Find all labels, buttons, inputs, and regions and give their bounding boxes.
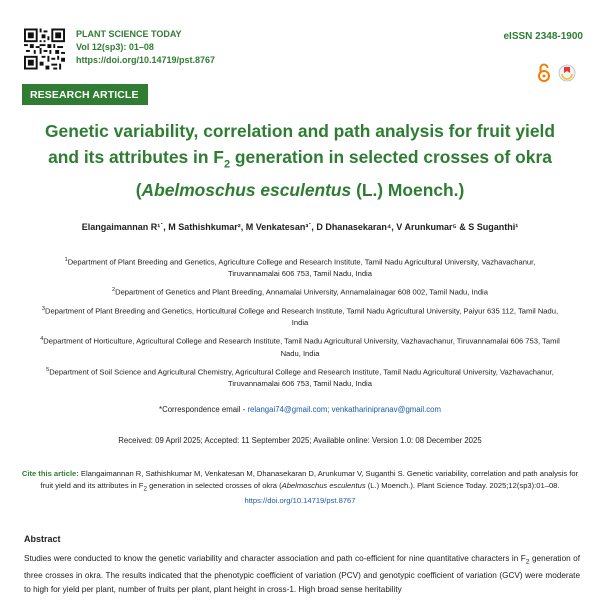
article-type-badge: RESEARCH ARTICLE: [22, 84, 148, 105]
crossmark-icon[interactable]: [559, 65, 575, 81]
article-title: [20, 118, 580, 203]
citation-label: Cite this article:: [21, 469, 81, 478]
affiliation-4: $^4$Department of Horticulture, Agricultural College and Research Institute, Tamil Nadu Agricultural University, Vazhavachanur, Tiruvannamalai 606 753, Tamil Nadu, India: [40, 336, 560, 358]
title-line-3: (Abelmoschus esculentus (L.) Moench.): [135, 180, 465, 201]
correspondence: [20, 405, 580, 414]
species-name: Abelmoschus esculentus: [141, 180, 352, 201]
affiliation-5: $^5$Department of Soil Science and Agricultural Chemistry, Agricultural College and Research Institute, Tamil Nadu Agricultural University, Vazhavachanur, Tiruvannamalai 606 753, Tamil Nadu, India: [46, 366, 554, 388]
abstract-text: Studies were conducted to know the genetic variability and character association and path co-efficient for nine quantitative characters in $F_2$ generation of three crosses in okra. The results indicated that the phenotypic coefficient of variation (PCV) and genotypic coefficient of variation (GCV) were moderate to high for yield per plant, number of fruits per plant, plant height in cross-1. High broad sense heritability: [24, 554, 580, 594]
title-line-2: and its attributes in $F_2$ generation in selected crosses of okra: [48, 147, 552, 171]
abstract-heading: Abstract: [24, 534, 61, 544]
author-list: Elangaimannan R¹˙, M Sathishkumar², M Venkatesan³˙, D Dhanasekaran⁴, V Arunkumar⁵ & S Suganthi¹: [81, 222, 519, 232]
qr-code-icon: [24, 27, 65, 71]
journal-doi-link[interactable]: https://doi.org/10.14719/pst.8767: [76, 55, 216, 65]
affiliation-1: $^1$Department of Plant Breeding and Genetics, Agriculture College and Research Institute, Tamil Nadu Agricultural University, Vazhavachanur, Tiruvannamalai 606 753, Tamil Nadu, India: [64, 257, 536, 279]
journal-header: [76, 28, 215, 67]
eissn: eISSN 2348-1900: [503, 31, 583, 42]
article-dates: Received: 09 April 2025; Accepted: 11 September 2025; Available online: Version 1.0: 08 December 2025: [118, 436, 482, 445]
citation-doi-link[interactable]: https://doi.org/10.14719/pst.8767: [244, 495, 356, 505]
header-icons: [522, 62, 580, 84]
citation: Cite this article: Elangaimannan R, Sathishkumar M, Venkatesan M, Dhanasekaran D, Arunkumar V, Suganthi S. Genetic variability, correlation and path analysis for fruit yield and its attributes in $F_2$ generation in selected crosses of okra (Abelmoschus esculentus (L.) Moench.). Plant Science Today. 2025;12(sp3):01–08. https://doi.org/10.14719/pst.8767: [21, 469, 579, 505]
affiliations: [40, 255, 560, 395]
title-line-1: Genetic variability, correlation and path analysis for fruit yield: [45, 121, 555, 141]
journal-name: PLANT SCIENCE TODAY: [76, 29, 182, 39]
open-access-icon[interactable]: [539, 65, 549, 82]
journal-volume: Vol 12(sp3): 01–08: [76, 42, 154, 52]
affiliation-3: $^3$Department of Plant Breeding and Genetics, Horticultural College and Research Institute, Tamil Nadu Agricultural University, Paiyur 635 112, Tamil Nadu, India: [41, 306, 559, 328]
correspondence-label: *Correspondence email -: [159, 405, 248, 414]
affiliation-2: $^2$Department of Genetics and Plant Breeding, Annamalai University, Annamalainagar 608 002, Tamil Nadu, India: [112, 287, 488, 297]
correspondence-emails[interactable]: relangai74@gmail.com; venkatharinipranav@gmail.com: [247, 405, 441, 414]
